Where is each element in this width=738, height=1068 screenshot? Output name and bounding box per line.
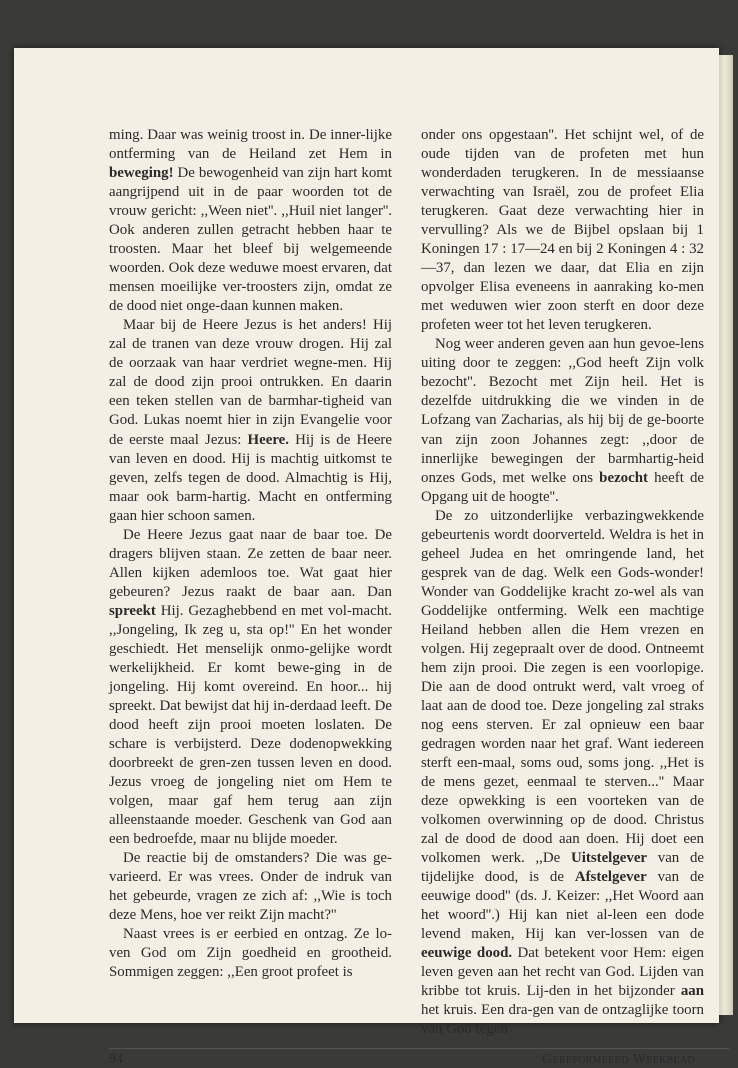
text-run: ming. Daar was weinig troost in. De inner-lijke ontferming van de Heiland zet Hem in	[109, 127, 392, 163]
paragraph	[421, 126, 704, 335]
text-run: Naast vrees is er eerbied en ontzag. Ze lo-ven God om Zijn goedheid en grootheid. Sommigen zeggen: ,,Een groot profeet is	[109, 926, 392, 981]
emphasis-text: bezocht	[599, 469, 648, 486]
running-title: Gereformeerd Weekblad	[542, 1052, 695, 1067]
emphasis-text: Heere.	[247, 431, 290, 448]
page-number: 94	[109, 1052, 123, 1067]
text-run: Maar bij de Heere Jezus is het anders! Hij zal de tranen van deze vrouw drogen. Hij zal de oorzaak van haar verdriet wegne-men. Hij zal de dood zijn prooi ontrukken. En daarin een teken stellen van de barmhar-tigheid van God. Lukas noemt hier in zijn Evangelie voor de eerste maal Jezus:	[109, 317, 392, 448]
text-run: Hij is de Heere van leven en dood. Hij is machtig uitkomst te geven, zelfs tegen de dood. Almachtig is Hij, maar ook barm-hartig. Macht en ontferming gaan hier schoon samen.	[109, 431, 392, 524]
page-edge	[719, 55, 733, 1015]
emphasis-text: Uitstelgever	[570, 850, 648, 867]
left-column	[109, 126, 392, 982]
text-run: Hij. Gezaghebbend en met vol-macht. ,,Jongeling, Ik zeg u, sta op!'' En het wonder geschiedt. Het menselijk onmo-gelijke wordt werkelijkheid. Er komt bewe-ging in de jongeling. Hij komt overeind. En hoor... hij spreekt. Dat bewijst dat hij in-derdaad leeft. De dood heeft zijn prooi moeten loslaten. De schare is verbijsterd. Deze dodenopwekking doorbreekt de gren-zen tussen leven en dood. Jezus vroeg de jongeling niet om Hem te volgen, maar gaf hem terug aan zijn alleenstaande moeder. Geschenk van God aan een bedroefde, maar nu blijde moeder.	[109, 602, 392, 848]
text-run: van de eeuwige dood'' (ds. J. Keizer: ,,Het Woord aan het woord''.) Hij kan niet al-leen een dode levend maken, Hij kan ver-lossen van de	[421, 869, 704, 943]
paragraph	[421, 335, 704, 506]
text-run: De bewogenheid van zijn hart komt aangrijpend uit in de paar woorden tot de vrouw gericht: ,,Ween niet''. ,,Huil niet langer''. Ook anderen zullen getracht hebben haar te troosten. Maar het bleef bij welgemeende woorden. Ook deze weduwe moest ervaren, dat mensen moeilijke ver-troosters zijn, omdat ze de dood niet onge-daan kunnen maken.	[109, 165, 392, 315]
text-run: Dat betekent voor Hem: eigen leven geven aan het recht van God. Lijden van kribbe tot kruis. Lij-den in het bijzonder	[421, 945, 704, 1000]
emphasis-text: aan	[680, 983, 704, 1000]
text-run: heeft de Opgang uit de hoogte''.	[421, 469, 704, 505]
paragraph	[109, 526, 392, 850]
text-run: Nog weer anderen geven aan hun gevoe-lens uiting door te zeggen: ,,God heeft Zijn volk bezocht''. Bezocht met Zijn heil. Het is dezelfde uitdrukking die we vinden in de Lofzang van Zacharias, als hij bij de ge-boorte van zijn zoon Johannes zegt: ,,door de innerlijke bewegingen der barmhartig-heid onzes Gods, met welke ons	[421, 336, 704, 486]
text-run: De reactie bij de omstanders? Die was ge-varieerd. Er was vrees. Onder de indruk van het gebeurde, vragen ze zich af: ,,Wie is toch deze Mens, hoe ver reikt Zijn macht?''	[109, 850, 392, 924]
right-column	[421, 126, 704, 1040]
paragraph	[109, 925, 392, 982]
paragraph	[109, 126, 392, 316]
text-run: De zo uitzonderlijke verbazingwekkende gebeurtenis wordt doorverteld. Weldra is het in geheel Judea en het omringende land, het gesprek van de dag. Welk een Gods-wonder! Wonder van Goddelijke kracht zo-wel als van Goddelijke ontferming. Welk een machtige Heiland hebben allen die Hem vrezen en volgen. Hij zegepraalt over de dood. Ontneemt hem zijn prooi. Die zegen is een voorlopige. Die aan de dood ontrukt werd, valt vroeg of laat aan de dood toe. Deze jongeling zal straks nog eens sterven. Er zal opnieuw een baar gedragen worden naar het graf. Want iedereen sterft een-maal, soms oud, soms jong. ,,Het is de mens gezet, eenmaal te sterven...'' Maar deze opwekking is een voorteken van de volkomen overwinning op de dood. Christus zal de dood de dood aan doen. Hij doet een volkomen werk. ,,De	[421, 507, 704, 867]
text-run: het kruis. Een dra-gen van de ontzaglijke toorn van God tegen	[421, 1002, 704, 1038]
text-run: van de tijdelijke dood, is de	[421, 850, 705, 886]
emphasis-text: Afstelgever	[574, 869, 647, 886]
emphasis-text: eeuwige dood.	[421, 945, 513, 962]
emphasis-text: beweging!	[109, 165, 174, 182]
text-run: De Heere Jezus gaat naar de baar toe. De dragers blijven staan. Ze zetten de baar neer. Allen kijken ademloos toe. Wat gaat hier gebeuren? Jezus raakt de baar aan. Dan	[109, 526, 392, 600]
emphasis-text: spreekt	[109, 602, 156, 619]
footer-rule	[109, 1048, 729, 1049]
paragraph	[109, 316, 392, 525]
paragraph	[421, 507, 704, 1040]
paragraph	[109, 849, 392, 925]
page	[14, 48, 719, 1067]
text-run: onder ons opgestaan''. Het schijnt wel, of de oude tijden van de profeten met hun wonderdaden terugkeren. In de messiaanse verwachting van Israël, zou de profeet Elia terugkeren. Gaat deze verwachting hier in vervulling? Als we de Bijbel opslaan bij 1 Koningen 17 : 17—24 en bij 2 Koningen 4 : 32—37, dan lezen we daar, dat Elia en zijn opvolger Elisa eveneens in aanraking ko-men met weduwen wier zoon sterft en door deze profeten weer tot het leven terugkeren.	[421, 127, 704, 334]
